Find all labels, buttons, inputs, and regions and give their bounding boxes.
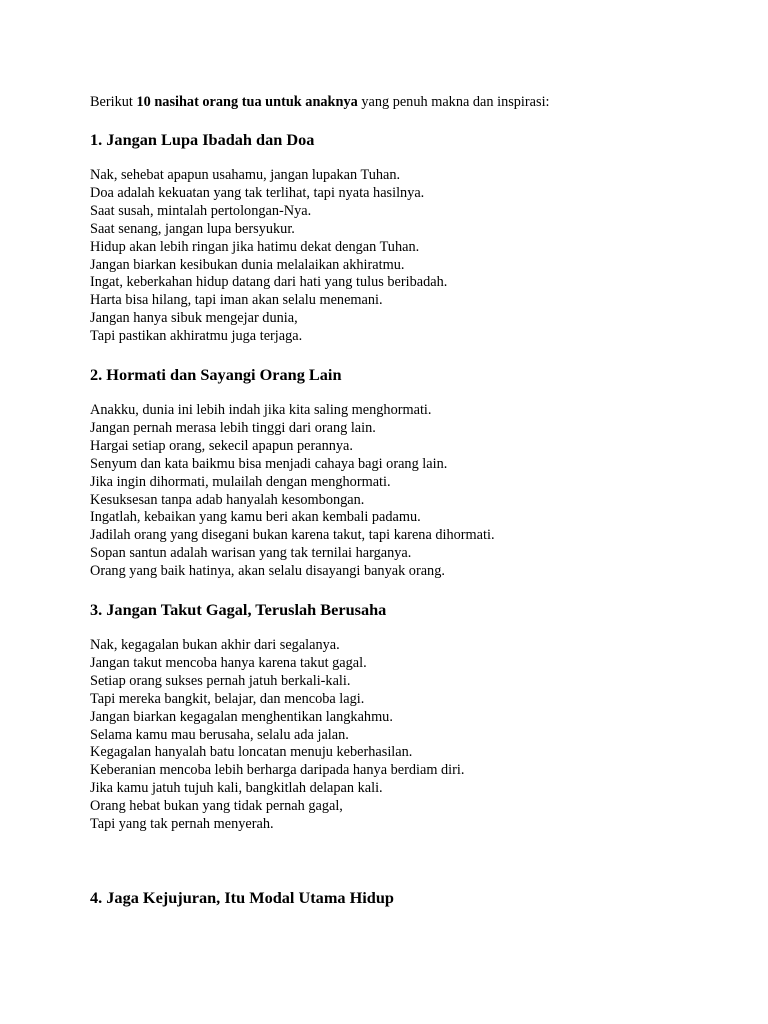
text-line: Jangan takut mencoba hanya karena takut gagal. — [90, 654, 367, 671]
section-title-4: 4. Jaga Kejujuran, Itu Modal Utama Hidup — [90, 888, 394, 907]
text-line: Ingat, keberkahan hidup datang dari hati yang tulus beribadah. — [90, 274, 448, 291]
text-line: Anakku, dunia ini lebih indah jika kita saling menghormati. — [90, 402, 432, 418]
section-title-3: 3. Jangan Takut Gagal, Teruslah Berusaha — [90, 600, 387, 619]
text-line: Nak, kegagalan bukan akhir dari segalanya. — [90, 637, 340, 653]
text-line: Jika kamu jatuh tujuh kali, bangkitlah delapan kali. — [90, 780, 383, 797]
text-line: Orang yang baik hatinya, akan selalu disayangi banyak orang. — [90, 563, 445, 580]
section-3-lines — [90, 637, 464, 834]
section-1-lines — [90, 167, 447, 346]
text-line: Jangan hanya sibuk mengejar dunia, — [90, 310, 298, 327]
text-line: Tapi pastikan akhiratmu juga terjaga. — [90, 328, 303, 345]
text-line: Nak, sehebat apapun usahamu, jangan lupakan Tuhan. — [90, 167, 401, 183]
text-line: Doa adalah kekuatan yang tak terlihat, tapi nyata hasilnya. — [90, 184, 425, 201]
text-line: Kesuksesan tanpa adab hanyalah kesombongan. — [90, 491, 365, 508]
text-line: Jangan biarkan kegagalan menghentikan langkahmu. — [90, 708, 393, 725]
text-line: Selama kamu mau berusaha, selalu ada jalan. — [90, 726, 349, 743]
section-title-2: 2. Hormati dan Sayangi Orang Lain — [90, 365, 342, 384]
text-line: Orang hebat bukan yang tidak pernah gagal, — [90, 798, 343, 815]
text-line: Tapi yang tak pernah menyerah. — [90, 816, 274, 833]
text-line: Saat senang, jangan lupa bersyukur. — [90, 220, 295, 237]
text-line: Kegagalan hanyalah batu loncatan menuju keberhasilan. — [90, 744, 413, 761]
section-title-1: 1. Jangan Lupa Ibadah dan Doa — [90, 130, 315, 149]
intro-paragraph — [90, 93, 550, 111]
text-line: Hidup akan lebih ringan jika hatimu dekat dengan Tuhan. — [90, 238, 420, 255]
text-line: Jangan biarkan kesibukan dunia melalaikan akhiratmu. — [90, 256, 405, 273]
intro-prefix: Berikut — [90, 94, 137, 110]
text-line: Keberanian mencoba lebih berharga daripada hanya berdiam diri. — [90, 762, 465, 779]
text-line: Tapi mereka bangkit, belajar, dan mencoba lagi. — [90, 690, 365, 707]
text-line: Ingatlah, kebaikan yang kamu beri akan kembali padamu. — [90, 509, 421, 526]
text-line: Jangan pernah merasa lebih tinggi dari orang lain. — [90, 419, 376, 436]
text-line: Jika ingin dihormati, mulailah dengan menghormati. — [90, 473, 391, 490]
text-line: Jadilah orang yang disegani bukan karena takut, tapi karena dihormati. — [90, 527, 495, 544]
text-line: Hargai setiap orang, sekecil apapun perannya. — [90, 437, 353, 454]
text-line: Harta bisa hilang, tapi iman akan selalu menemani. — [90, 292, 383, 309]
section-2-lines — [90, 402, 495, 581]
text-line: Saat susah, mintalah pertolongan-Nya. — [90, 202, 312, 219]
text-line: Setiap orang sukses pernah jatuh berkali-kali. — [90, 672, 351, 689]
text-line: Senyum dan kata baikmu bisa menjadi cahaya bagi orang lain. — [90, 455, 448, 472]
text-line: Sopan santun adalah warisan yang tak ternilai harganya. — [90, 545, 412, 562]
intro-suffix: yang penuh makna dan inspirasi: — [357, 94, 550, 110]
intro-bold-phrase: 10 nasihat orang tua untuk anaknya — [136, 94, 358, 110]
